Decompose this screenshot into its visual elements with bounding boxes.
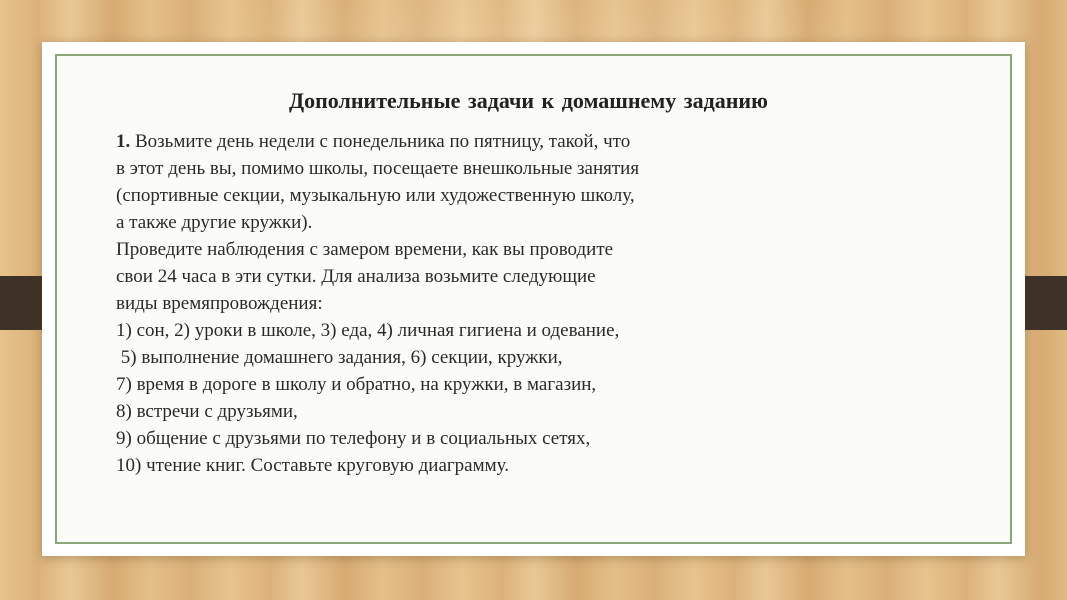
activity-list-line: 7) время в дороге в школу и обратно, на кружки, в магазин, xyxy=(116,374,597,395)
task-line: Проведите наблюдения с замером времени, как вы проводите xyxy=(116,239,614,260)
document-title: Дополнительные задачи к домашнему заданию xyxy=(289,88,768,113)
task-line: а также другие кружки). xyxy=(116,212,313,233)
activity-list-line: 9) общение с друзьями по телефону и в социальных сетях, xyxy=(116,428,591,449)
task-line: свои 24 часа в эти сутки. Для анализа возьмите следующие xyxy=(116,266,596,287)
task-text xyxy=(116,128,639,479)
activity-list-line: 8) встречи с друзьями, xyxy=(116,401,298,422)
task-line xyxy=(116,128,639,155)
task-line: виды времяпровождения: xyxy=(116,293,323,314)
activity-list-line: 1) сон, 2) уроки в школе, 3) еда, 4) личная гигиена и одевание, xyxy=(116,320,620,341)
activity-list-line: 5) выполнение домашнего задания, 6) секции, кружки, xyxy=(116,347,563,368)
task-line: в этот день вы, помимо школы, посещаете внешкольные занятия xyxy=(116,158,640,179)
task-number: 1. xyxy=(116,131,131,152)
activity-list-line: 10) чтение книг. Составьте круговую диаграмму. xyxy=(116,455,510,476)
task-line-text: Возьмите день недели с понедельника по пятницу, такой, что xyxy=(130,131,631,152)
task-line: (спортивные секции, музыкальную или художественную школу, xyxy=(116,185,635,206)
